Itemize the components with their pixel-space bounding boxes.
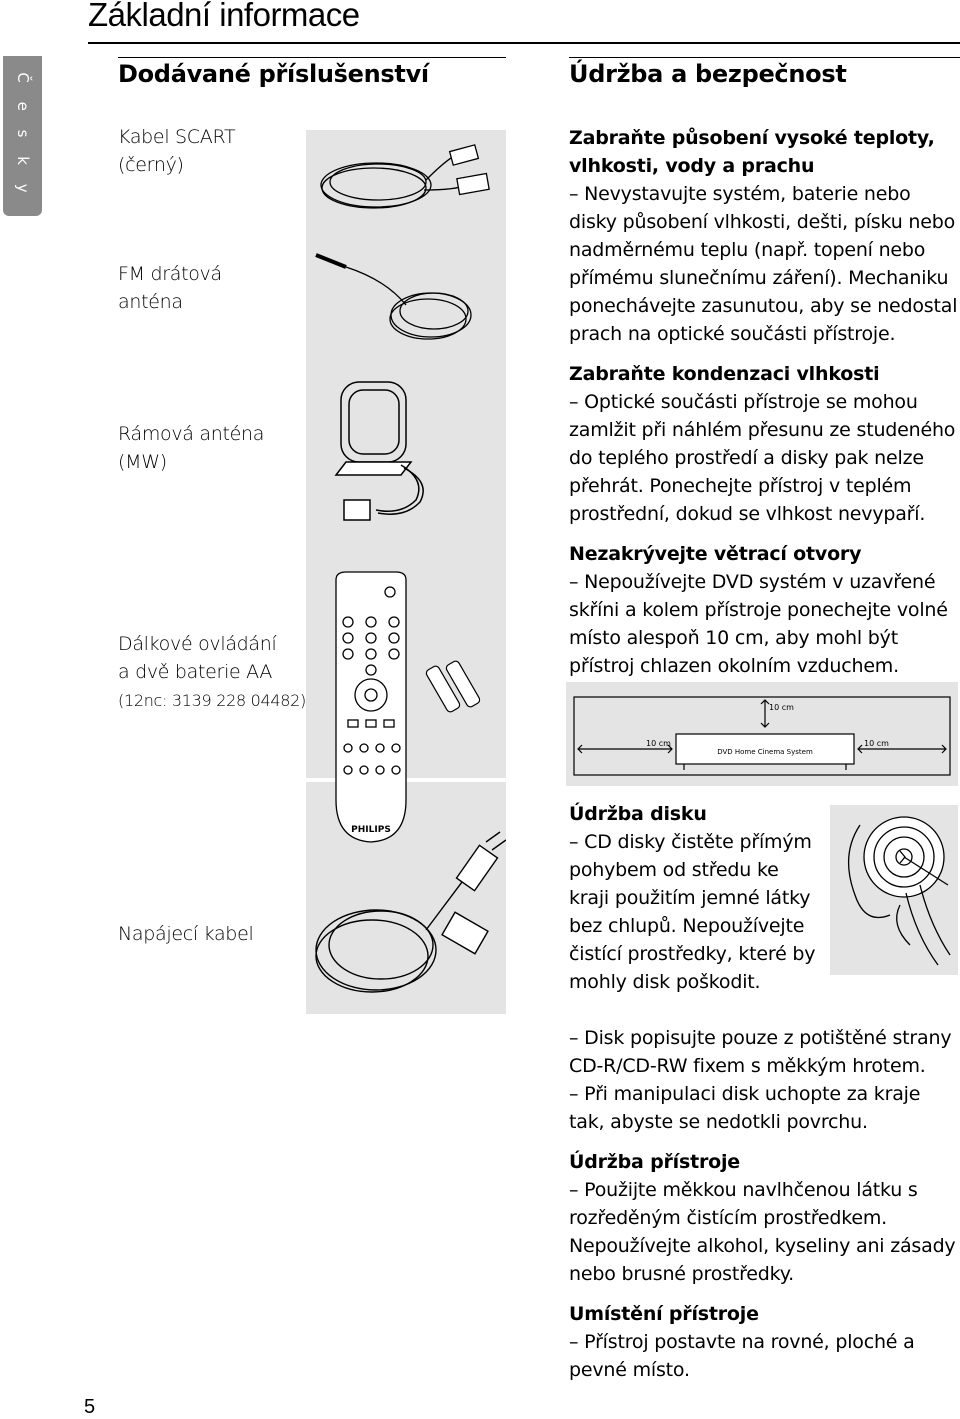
scart-cable-illustration [306,130,506,240]
section-heat-moisture: Zabraňte působení vysoké teploty, vlhkosti, vody a prachu – Nevystavujte systém, baterie nebo disky působení vlhkosti, dešti, písku nebo nadměrnému teplu (např. topení nebo přímému slunečnímu záření). Mechaniku ponechávejte zasunutou, aby se nedostal prach na optické součásti přístroje. [569,127,958,345]
disc-cleaning-illustration [830,805,958,975]
section-device-care: Údržba přístroje – Použijte měkkou navlhčenou látku s rozředěným čistícím prostředkem. Nepoužívejte alkohol, kyseliny ani zásady nebo brusné prostředky. [569,1151,956,1285]
vent-device-label: DVD Home Cinema System [717,748,813,756]
section-condensation: Zabraňte kondenzaci vlhkosti – Optické součásti přístroje se mohou zamlžit při náhlém přesunu ze studeného do teplého prostředí a disky pak nelze přehrát. Ponechejte přístroj v teplém prostřední, dokud se vlhkost nevypaří. [569,363,956,525]
right-column-rule [569,57,960,58]
ventilation-diagram [566,682,958,786]
vent-right-label: 10 cm [864,739,889,748]
power-cable-illustration [306,830,506,1020]
page-title: Základní informace [88,0,360,33]
section-disc-care: Údržba disku – CD disky čistěte přímým pohybem od středu ke kraji použitím jemné látky bez chlupů. Nepoužívejte čistící prostředky, které by mohly disk poškodit. [569,803,816,993]
page-number: 5 [84,1396,96,1418]
remote-brand-label: PHILIPS [351,825,391,835]
accessories-heading: Dodávané příslušenství [118,60,429,88]
title-rule [88,42,960,44]
section-ventilation: Nezakrývejte větrací otvory – Nepoužívejte DVD systém v uzavřené skříni a kolem přístroje ponechejte volné místo alespoň 10 cm, aby mohl být přístroj chlazen okolním vzduchem. [569,543,948,677]
remote-control-illustration [306,570,506,850]
left-column-rule [118,57,506,58]
vent-left-label: 10 cm [646,739,671,748]
loop-antenna-illustration [306,370,506,540]
accessory-fm-antenna: FM drátová anténa [118,263,222,313]
accessory-remote-control: Dálkové ovládání a dvě baterie AA (12nc: 3139 228 04482) [118,633,306,710]
accessory-loop-antenna: Rámová anténa (MW) [118,423,265,473]
accessory-scart-cable: Kabel SCART (černý) [118,126,236,176]
language-tab-label: Č e s k y [13,72,32,200]
vent-top-label: 10 cm [769,703,794,712]
section-placement: Umístění přístroje – Přístroj postavte na rovné, ploché a pevné místo. [569,1303,915,1381]
maintenance-heading: Údržba a bezpečnost [569,60,847,88]
disc-care-continued: – Disk popisujte pouze z potištěné strany CD-R/CD-RW fixem s měkkým hrotem. – Při manipulaci disk uchopte za kraje tak, abyste se nedotkli povrchu. [569,1027,952,1133]
fm-antenna-illustration [306,245,506,355]
language-tab [3,56,42,216]
accessory-power-cable: Napájecí kabel [118,923,254,945]
